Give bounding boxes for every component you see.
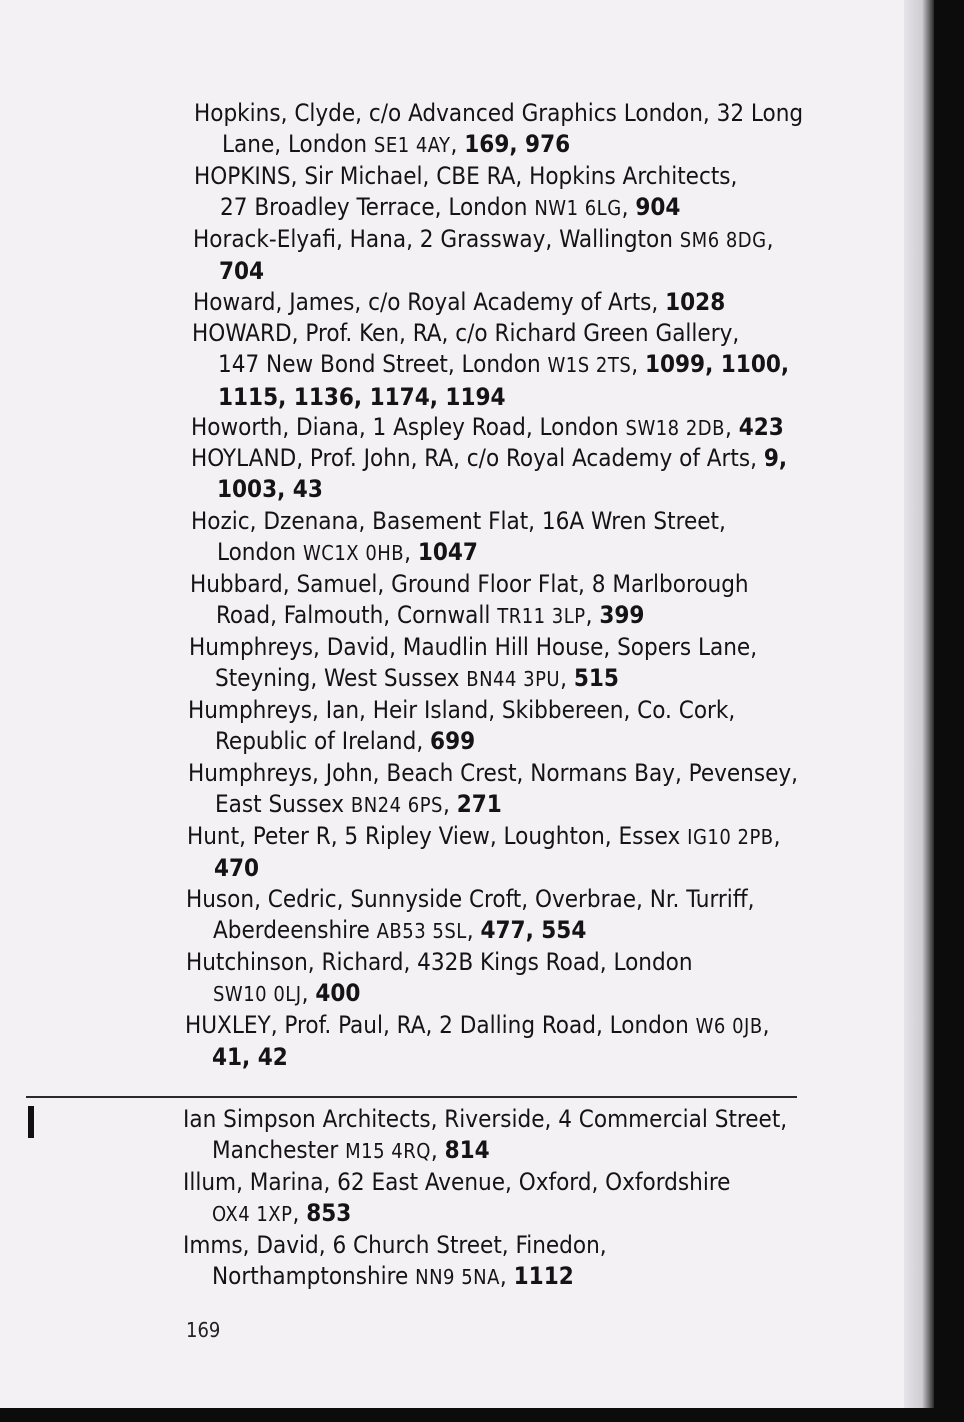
index-entry [183,1230,803,1294]
entry-line-1: Hozic, Dzenana, Basement Flat, 16A Wren Street, [191,507,726,535]
entry-line-2 [191,474,811,505]
entry-line-1: HUXLEY, Prof. Paul, RA, 2 Dalling Road, London W6 0JB, [185,1011,770,1039]
entry-line-1: Howorth, Diana, 1 Aspley Road, London SW18 2DB, 423 [191,413,784,441]
page-refs: 423 [738,413,784,441]
entry-line-2: East Sussex BN24 6PS, 271 [215,790,502,819]
index-entry [186,947,806,1011]
index-entry [189,632,809,696]
page-refs: 9, [763,444,788,472]
entry-line-1: Hopkins, Clyde, c/o Advanced Graphics London, 32 Long [194,99,804,127]
entry-line-1: Ian Simpson Architects, Riverside, 4 Commercial Street, [183,1105,788,1133]
index-entry [183,1167,803,1231]
entry-line-2: Lane, London SE1 4AY, 169, 976 [222,130,571,159]
page-refs: 1099, 1100, [644,350,790,379]
page-refs: 41, 42 [212,1043,288,1072]
entry-line-2: London WC1X 0HB, 1047 [217,538,478,567]
page-refs: 477, 554 [480,916,587,945]
index-entry [188,758,808,822]
entry-line-2: Road, Falmouth, Cornwall TR11 3LP, 399 [216,601,645,630]
entry-line-1: Illum, Marina, 62 East Avenue, Oxford, Oxfordshire [183,1168,731,1196]
page-refs: 904 [635,193,681,222]
entry-line-2: Manchester M15 4RQ, 814 [212,1136,490,1165]
section-divider [26,1096,797,1098]
index-entry [194,161,814,225]
entry-line-2 [185,1042,805,1073]
page-refs: 699 [430,727,476,756]
page-refs: 271 [456,790,502,819]
page-number: 169 [186,1318,221,1342]
entry-line-1: Humphreys, John, Beach Crest, Normans Bay, Pevensey, [188,759,799,787]
page-gutter-shadow [904,0,934,1408]
index-entry [188,695,808,758]
page-refs: 704 [219,257,265,286]
page-refs: 1112 [513,1262,574,1291]
entry-line-1: HOWARD, Prof. Ken, RA, c/o Richard Green Gallery, [192,319,740,347]
entry-line-1: Imms, David, 6 Church Street, Finedon, [183,1231,607,1259]
index-entry [193,287,813,318]
index-entry [193,224,813,288]
page-refs: 169, 976 [464,130,571,159]
index-entry [192,318,812,413]
section-letter-mark [28,1106,34,1138]
entry-line-2: Northamptonshire NN9 5NA, 1112 [212,1262,574,1291]
page-refs: 515 [573,664,619,693]
entry-line-2: Aberdeenshire AB53 5SL, 477, 554 [213,916,587,945]
page-refs: 470 [214,854,260,883]
entry-line-3 [192,382,812,413]
entry-line-1: HOPKINS, Sir Michael, CBE RA, Hopkins Architects, [194,162,738,190]
entry-line-1: Howard, James, c/o Royal Academy of Arts, 1028 [193,288,726,316]
entry-line-2: 147 New Bond Street, London W1S 2TS, 1099, 1100, [218,350,790,379]
entry-line-1: Humphreys, Ian, Heir Island, Skibbereen, Co. Cork, [188,696,736,724]
index-entry [183,1104,803,1168]
entry-line-2 [187,853,807,884]
entry-line-1: Hubbard, Samuel, Ground Floor Flat, 8 Marlborough [190,570,749,598]
entry-line-1: Huson, Cedric, Sunnyside Croft, Overbrae, Nr. Turriff, [186,885,755,913]
entry-line-1: Horack-Elyafi, Hana, 2 Grassway, Wallington SM6 8DG, [193,225,774,253]
entry-line-2: OX4 1XP, 853 [212,1199,352,1228]
page-refs: 399 [599,601,645,630]
index-entry [186,884,806,948]
entry-line-2: Republic of Ireland, 699 [215,727,476,756]
index-entry [191,412,811,444]
page-refs: 1028 [665,288,726,316]
index-entry [191,443,811,506]
entry-line-2: 27 Broadley Terrace, London NW1 6LG, 904 [220,193,681,222]
entry-line-1: Hutchinson, Richard, 432B Kings Road, London [186,948,693,976]
entry-line-1: Humphreys, David, Maudlin Hill House, Sopers Lane, [189,633,758,661]
index-entry [191,506,811,570]
page-refs: 1047 [417,538,478,567]
index-entry [190,569,810,633]
index-entry [187,821,807,885]
entry-line-2 [193,256,813,287]
index-entry [194,98,814,162]
page-refs: 1115, 1136, 1174, 1194 [218,382,506,411]
page-refs: 1003, 43 [217,475,323,504]
page-refs: 400 [315,979,361,1008]
index-entry [185,1010,805,1074]
entry-line-1: HOYLAND, Prof. John, RA, c/o Royal Academy of Arts, 9, [191,444,788,472]
page-refs: 853 [306,1199,352,1228]
page-refs: 814 [444,1136,490,1165]
entry-line-2: SW10 0LJ, 400 [213,979,361,1008]
entry-line-2: Steyning, West Sussex BN44 3PU, 515 [215,664,619,693]
entry-line-1: Hunt, Peter R, 5 Ripley View, Loughton, Essex IG10 2PB, [187,822,781,850]
